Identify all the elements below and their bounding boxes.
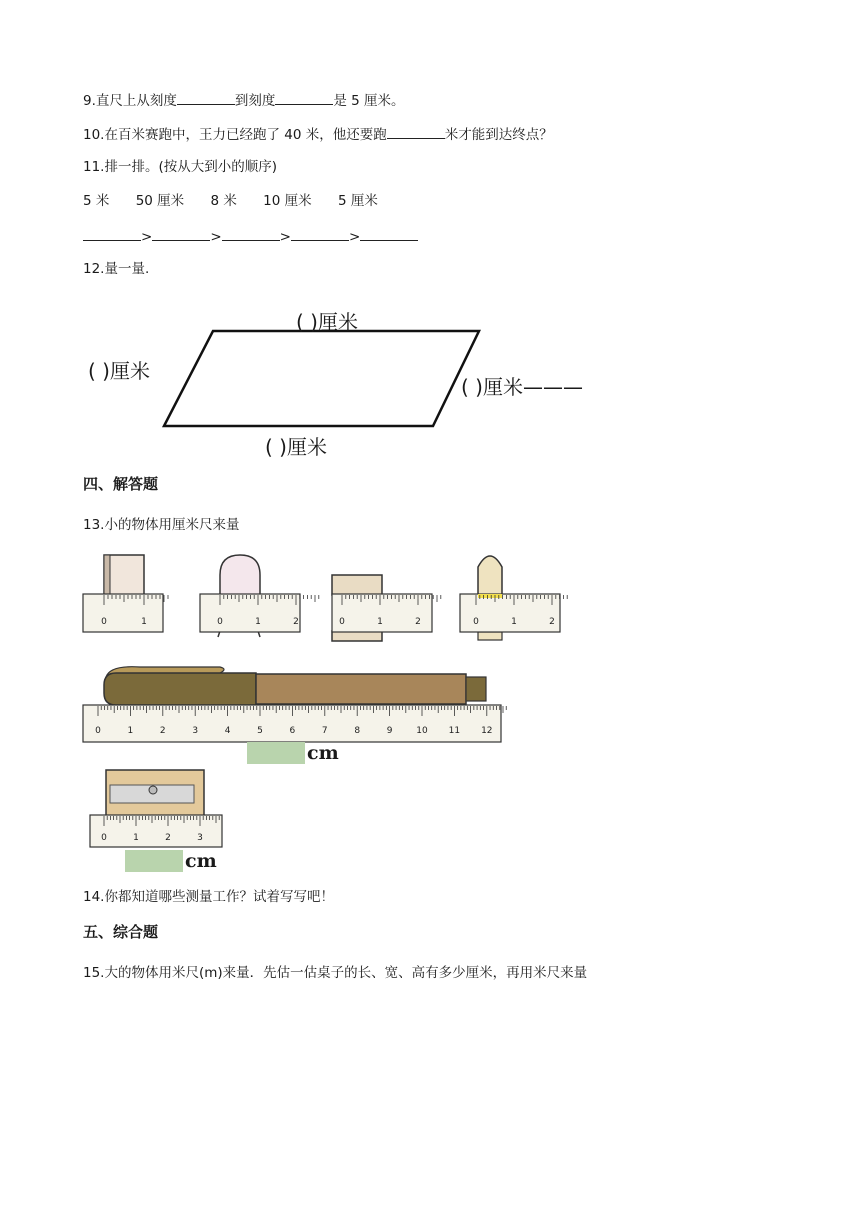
ruler-tick-label: 1 bbox=[511, 617, 517, 627]
ruler-2 bbox=[200, 594, 300, 632]
ruler-tick-label: 12 bbox=[481, 726, 493, 736]
ruler-tick-label: 2 bbox=[293, 617, 299, 627]
q9-text-middle: 到刻度 bbox=[234, 93, 276, 109]
gt-sign: > bbox=[348, 229, 361, 245]
q11-item: 8 米 bbox=[210, 193, 237, 209]
question-15: 15.大的物体用米尺(m)来量．先估一估桌子的长、宽、高有多少厘米，再用米尺来量 bbox=[83, 965, 588, 981]
sharpener-answer-box[interactable] bbox=[125, 850, 183, 872]
ruler-tick-label: 0 bbox=[339, 617, 345, 627]
ruler-tick-label: 0 bbox=[101, 617, 107, 627]
question-11-title: 11.排一排。(按从大到小的顺序) bbox=[83, 159, 278, 175]
pen-figure bbox=[80, 655, 510, 750]
sharpener-figure bbox=[80, 765, 230, 850]
q12-label-bottom: ( )厘米 bbox=[265, 435, 327, 459]
ruler-tick-label: 2 bbox=[165, 833, 171, 843]
ruler-tick-label: 1 bbox=[377, 617, 383, 627]
gt-sign: > bbox=[279, 229, 291, 245]
pen-illustration bbox=[104, 667, 486, 705]
ruler-tick-label: 4 bbox=[224, 726, 231, 736]
ruler-tick-label: 3 bbox=[197, 833, 203, 843]
ruler-tick-label: 11 bbox=[448, 726, 461, 736]
question-13-title: 13.小的物体用厘米尺来量 bbox=[83, 517, 240, 533]
ruler-tick-label: 0 bbox=[101, 833, 107, 843]
q12-label-left: ( )厘米 bbox=[88, 359, 150, 383]
ruler-tick-label: 3 bbox=[192, 726, 199, 736]
q9-text-before: 9.直尺上从刻度 bbox=[83, 93, 177, 109]
q12-label-top: ( )厘米 bbox=[296, 310, 358, 334]
ruler-tick-label: 2 bbox=[415, 617, 421, 627]
ruler-tick-label: 1 bbox=[127, 726, 134, 736]
ruler-tick-label: 1 bbox=[255, 617, 261, 627]
ruler-tick-label: 1 bbox=[133, 833, 139, 843]
q11-item: 5 米 bbox=[83, 193, 110, 209]
ruler-tick-label: 2 bbox=[159, 726, 166, 736]
ruler-tick-label: 8 bbox=[354, 726, 361, 736]
section-5-heading: 五、综合题 bbox=[83, 923, 159, 941]
ruler-tick-label: 2 bbox=[549, 617, 555, 627]
q11-item: 5 厘米 bbox=[337, 193, 378, 209]
q11-item: 50 厘米 bbox=[135, 193, 185, 209]
ruler-tick-label: 0 bbox=[95, 726, 101, 736]
small-objects-figure bbox=[80, 545, 570, 645]
ruler-tick-label: 10 bbox=[416, 726, 428, 736]
gt-sign: > bbox=[141, 229, 153, 245]
ruler-tick-label: 7 bbox=[321, 726, 328, 736]
ruler-tick-label: 0 bbox=[473, 617, 479, 627]
ruler-tick-label: 0 bbox=[217, 617, 223, 627]
gt-sign: > bbox=[210, 229, 222, 245]
q10-text-before: 10.在百米赛跑中，王力已经跑了 40 米，他还要跑 bbox=[83, 127, 387, 143]
question-12-title: 12.量一量. bbox=[83, 261, 150, 277]
section-4-heading: 四、解答题 bbox=[83, 475, 159, 493]
question-14: 14.你都知道哪些测量工作？试着写写吧！ bbox=[83, 889, 334, 905]
parallelogram-figure bbox=[0, 0, 860, 470]
q12-label-right: ( )厘米——— bbox=[461, 375, 583, 399]
sharpener-illustration bbox=[106, 770, 204, 818]
eraser-illustration bbox=[104, 555, 144, 595]
q10-text-after: 米才能到达终点？ bbox=[444, 127, 553, 143]
ruler-tick-label: 9 bbox=[386, 726, 393, 736]
sharpener-unit-label: cm bbox=[185, 850, 217, 872]
ruler-tick-label: 6 bbox=[289, 726, 296, 736]
q11-item: 10 厘米 bbox=[263, 193, 312, 209]
pen-answer-box[interactable] bbox=[247, 742, 305, 764]
ruler-tick-label: 5 bbox=[257, 726, 263, 736]
ruler-1 bbox=[83, 594, 163, 632]
q9-text-after: 是 5 厘米。 bbox=[333, 93, 405, 109]
pen-unit-label: cm bbox=[307, 742, 339, 764]
parallelogram-shape bbox=[164, 331, 479, 426]
ruler-tick-label: 1 bbox=[141, 617, 147, 627]
